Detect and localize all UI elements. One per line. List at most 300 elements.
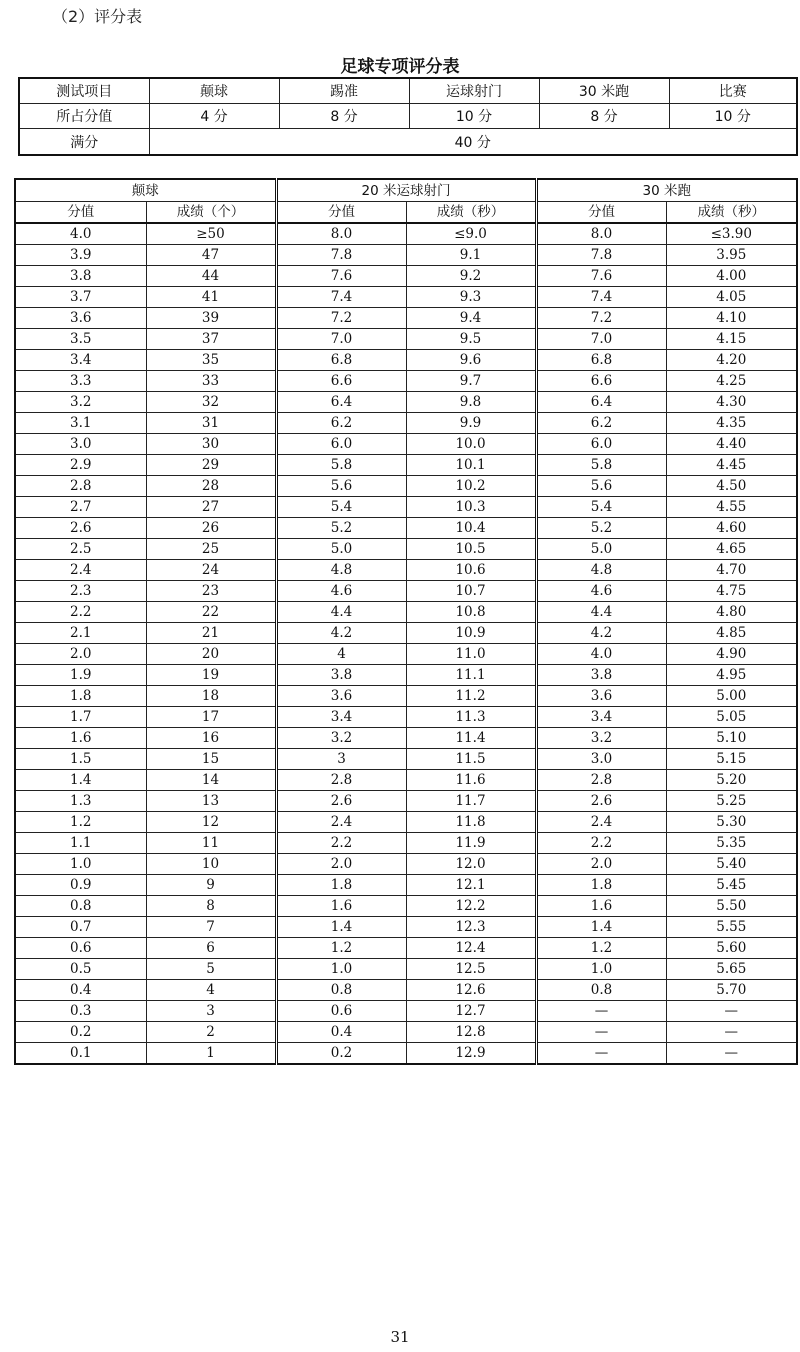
table-cell: 23 <box>146 581 276 602</box>
table-cell: 4 <box>276 644 406 665</box>
table-cell: 5.8 <box>276 455 406 476</box>
table-cell: 1.6 <box>15 728 146 749</box>
table-cell: 21 <box>146 623 276 644</box>
table-cell: 5.55 <box>666 917 797 938</box>
table-cell: 9.3 <box>406 287 536 308</box>
table-row <box>15 896 797 917</box>
table-cell: 3.2 <box>536 728 666 749</box>
table-cell: 0.4 <box>276 1022 406 1043</box>
item-cell: 比赛 <box>669 78 797 104</box>
item-cell: 30 米跑 <box>539 78 669 104</box>
table-cell: 6.8 <box>276 350 406 371</box>
table-cell: 7.4 <box>276 287 406 308</box>
section-heading: （2）评分表 <box>52 7 143 26</box>
table-cell: 4.0 <box>536 644 666 665</box>
table-cell: 3.6 <box>276 686 406 707</box>
item-cell: 踢准 <box>279 78 409 104</box>
table-cell: 4.85 <box>666 623 797 644</box>
table-row <box>15 518 797 539</box>
table-cell: 2.5 <box>15 539 146 560</box>
item-cell: 运球射门 <box>409 78 539 104</box>
table-cell: 2.8 <box>15 476 146 497</box>
table-cell: 6.4 <box>536 392 666 413</box>
table-cell: 32 <box>146 392 276 413</box>
table-row <box>15 602 797 623</box>
table-cell: 5.8 <box>536 455 666 476</box>
table-cell: ≤3.90 <box>666 223 797 245</box>
table-cell: 16 <box>146 728 276 749</box>
table-cell: 17 <box>146 707 276 728</box>
score-cell: 4 分 <box>149 104 279 129</box>
table-cell: 0.4 <box>15 980 146 1001</box>
subheader-cell: 分值 <box>276 202 406 224</box>
table-cell: 6.6 <box>276 371 406 392</box>
table-cell: 4.25 <box>666 371 797 392</box>
table-cell: 2.2 <box>276 833 406 854</box>
table-cell: 1.0 <box>15 854 146 875</box>
table-cell: 5.05 <box>666 707 797 728</box>
table-cell: 9.4 <box>406 308 536 329</box>
table-cell: 3.0 <box>536 749 666 770</box>
table-cell: 5 <box>146 959 276 980</box>
table-cell: 3.2 <box>276 728 406 749</box>
full-label: 满分 <box>19 129 149 156</box>
table-cell: 5.70 <box>666 980 797 1001</box>
table-cell: 5.4 <box>276 497 406 518</box>
table-cell: 31 <box>146 413 276 434</box>
table-cell: 9.9 <box>406 413 536 434</box>
table-cell: 5.4 <box>536 497 666 518</box>
subheader-row <box>15 202 797 224</box>
table-cell: 0.7 <box>15 917 146 938</box>
table-cell: 6.2 <box>536 413 666 434</box>
table-cell: 0.8 <box>15 896 146 917</box>
table-cell: 1.0 <box>536 959 666 980</box>
table-cell: 2 <box>146 1022 276 1043</box>
table-cell: 2.0 <box>536 854 666 875</box>
table-cell: 3.8 <box>276 665 406 686</box>
table-cell: 8.0 <box>536 223 666 245</box>
table-cell: 10.3 <box>406 497 536 518</box>
table-cell: 1.6 <box>536 896 666 917</box>
table-cell: 3.7 <box>15 287 146 308</box>
table-cell: 1.4 <box>536 917 666 938</box>
summary-table-title: 足球专项评分表 <box>340 57 460 77</box>
table-cell: 1 <box>146 1043 276 1065</box>
table-cell: 10 <box>146 854 276 875</box>
table-cell: 4.8 <box>536 560 666 581</box>
table-cell: 3.0 <box>15 434 146 455</box>
table-row <box>15 917 797 938</box>
table-cell: 7.2 <box>536 308 666 329</box>
table-cell: 2.6 <box>15 518 146 539</box>
table-cell: 4.65 <box>666 539 797 560</box>
table-cell: — <box>536 1022 666 1043</box>
table-cell: 11.3 <box>406 707 536 728</box>
score-cell: 8 分 <box>539 104 669 129</box>
table-cell: 2.8 <box>536 770 666 791</box>
table-cell: 13 <box>146 791 276 812</box>
table-cell: 2.4 <box>536 812 666 833</box>
table-row <box>15 392 797 413</box>
table-cell: 3.8 <box>15 266 146 287</box>
table-cell: 6.2 <box>276 413 406 434</box>
table-row <box>15 707 797 728</box>
table-cell: 1.6 <box>276 896 406 917</box>
summary-scores-row <box>19 104 797 129</box>
table-cell: 5.6 <box>276 476 406 497</box>
table-row <box>15 938 797 959</box>
table-cell: 4.05 <box>666 287 797 308</box>
table-cell: 3.9 <box>15 245 146 266</box>
group-header: 颠球 <box>15 179 276 202</box>
table-cell: ≤9.0 <box>406 223 536 245</box>
table-cell: 12.0 <box>406 854 536 875</box>
table-cell: 2.0 <box>276 854 406 875</box>
table-cell: 3.4 <box>276 707 406 728</box>
table-cell: 10.4 <box>406 518 536 539</box>
table-cell: 6.0 <box>276 434 406 455</box>
table-cell: 5.25 <box>666 791 797 812</box>
table-cell: 12.8 <box>406 1022 536 1043</box>
table-row <box>15 644 797 665</box>
table-cell: 10.1 <box>406 455 536 476</box>
table-row <box>15 875 797 896</box>
table-cell: 11.1 <box>406 665 536 686</box>
table-cell: 0.2 <box>276 1043 406 1065</box>
table-cell: 2.4 <box>15 560 146 581</box>
table-cell: 2.2 <box>536 833 666 854</box>
table-cell: — <box>536 1001 666 1022</box>
table-cell: 2.7 <box>15 497 146 518</box>
table-cell: 5.35 <box>666 833 797 854</box>
table-cell: 29 <box>146 455 276 476</box>
table-cell: 4.15 <box>666 329 797 350</box>
table-cell: 10.8 <box>406 602 536 623</box>
table-cell: 3.6 <box>536 686 666 707</box>
table-cell: 0.9 <box>15 875 146 896</box>
table-cell: 2.8 <box>276 770 406 791</box>
table-row <box>15 833 797 854</box>
score-cell: 10 分 <box>409 104 539 129</box>
table-cell: 4.00 <box>666 266 797 287</box>
table-cell: 4.75 <box>666 581 797 602</box>
table-cell: 10.5 <box>406 539 536 560</box>
table-cell: 11.8 <box>406 812 536 833</box>
table-cell: 5.6 <box>536 476 666 497</box>
table-cell: 2.9 <box>15 455 146 476</box>
group-header-row <box>15 179 797 202</box>
table-cell: 12.3 <box>406 917 536 938</box>
item-cell: 颠球 <box>149 78 279 104</box>
table-cell: 4.4 <box>536 602 666 623</box>
subheader-cell: 成绩（个） <box>146 202 276 224</box>
table-cell: 4.6 <box>536 581 666 602</box>
table-cell: 2.0 <box>15 644 146 665</box>
table-cell: 5.0 <box>536 539 666 560</box>
table-cell: 4.0 <box>15 223 146 245</box>
summary-full-row <box>19 129 797 156</box>
table-row <box>15 980 797 1001</box>
summary-table <box>18 77 798 156</box>
table-cell: 10.9 <box>406 623 536 644</box>
table-cell: 1.2 <box>15 812 146 833</box>
table-cell: 11.2 <box>406 686 536 707</box>
subheader-cell: 分值 <box>536 202 666 224</box>
table-row <box>15 434 797 455</box>
table-cell: 9.1 <box>406 245 536 266</box>
table-cell: 41 <box>146 287 276 308</box>
table-cell: 10.6 <box>406 560 536 581</box>
row-score-label: 所占分值 <box>19 104 149 129</box>
table-row <box>15 812 797 833</box>
table-row <box>15 728 797 749</box>
table-cell: 3.5 <box>15 329 146 350</box>
table-cell: 10.2 <box>406 476 536 497</box>
table-cell: 27 <box>146 497 276 518</box>
table-row <box>15 749 797 770</box>
table-row <box>15 791 797 812</box>
table-cell: 26 <box>146 518 276 539</box>
table-cell: 35 <box>146 350 276 371</box>
table-cell: 3.95 <box>666 245 797 266</box>
table-cell: 1.8 <box>15 686 146 707</box>
table-cell: 24 <box>146 560 276 581</box>
table-cell: 2.6 <box>276 791 406 812</box>
table-cell: 2.1 <box>15 623 146 644</box>
table-cell: 1.2 <box>536 938 666 959</box>
table-cell: 9.7 <box>406 371 536 392</box>
table-cell: 1.5 <box>15 749 146 770</box>
table-cell: 44 <box>146 266 276 287</box>
table-row <box>15 413 797 434</box>
table-cell: 9 <box>146 875 276 896</box>
table-cell: 14 <box>146 770 276 791</box>
table-row <box>15 1022 797 1043</box>
table-cell: ≥50 <box>146 223 276 245</box>
subheader-cell: 成绩（秒） <box>406 202 536 224</box>
table-row <box>15 223 797 245</box>
table-row <box>15 1001 797 1022</box>
table-cell: 4.2 <box>276 623 406 644</box>
table-cell: 4.55 <box>666 497 797 518</box>
table-cell: 3.1 <box>15 413 146 434</box>
table-row <box>15 266 797 287</box>
table-row <box>15 371 797 392</box>
table-row <box>15 959 797 980</box>
table-cell: 3.2 <box>15 392 146 413</box>
table-cell: 11.7 <box>406 791 536 812</box>
table-row <box>15 581 797 602</box>
subheader-cell: 分值 <box>15 202 146 224</box>
table-cell: 4.10 <box>666 308 797 329</box>
table-cell: 7.8 <box>276 245 406 266</box>
table-row <box>15 560 797 581</box>
table-cell: 4.80 <box>666 602 797 623</box>
table-cell: 7 <box>146 917 276 938</box>
table-cell: 6 <box>146 938 276 959</box>
table-cell: 3.8 <box>536 665 666 686</box>
table-cell: 9.2 <box>406 266 536 287</box>
table-cell: 12 <box>146 812 276 833</box>
table-cell: 9.6 <box>406 350 536 371</box>
table-cell: 9.8 <box>406 392 536 413</box>
table-cell: 0.6 <box>276 1001 406 1022</box>
table-cell: 18 <box>146 686 276 707</box>
table-cell: 4.50 <box>666 476 797 497</box>
table-cell: 12.9 <box>406 1043 536 1065</box>
table-cell: 7.8 <box>536 245 666 266</box>
table-cell: 5.0 <box>276 539 406 560</box>
table-cell: 4.30 <box>666 392 797 413</box>
table-cell: 3 <box>146 1001 276 1022</box>
group-header: 20 米运球射门 <box>276 179 536 202</box>
table-cell: 4.70 <box>666 560 797 581</box>
table-cell: 4.2 <box>536 623 666 644</box>
table-cell: 3.4 <box>536 707 666 728</box>
table-cell: 5.50 <box>666 896 797 917</box>
table-row <box>15 287 797 308</box>
table-row <box>15 497 797 518</box>
table-cell: 0.8 <box>276 980 406 1001</box>
table-cell: 5.15 <box>666 749 797 770</box>
table-row <box>15 455 797 476</box>
table-cell: 5.60 <box>666 938 797 959</box>
table-cell: 19 <box>146 665 276 686</box>
page-number: 31 <box>390 1328 410 1346</box>
table-row <box>15 1043 797 1065</box>
table-cell: 7.0 <box>536 329 666 350</box>
table-cell: 7.0 <box>276 329 406 350</box>
table-cell: 1.7 <box>15 707 146 728</box>
table-row <box>15 308 797 329</box>
table-cell: 4.4 <box>276 602 406 623</box>
table-cell: 5.2 <box>536 518 666 539</box>
table-cell: 2.2 <box>15 602 146 623</box>
table-cell: 0.8 <box>536 980 666 1001</box>
table-cell: 0.3 <box>15 1001 146 1022</box>
table-cell: 12.6 <box>406 980 536 1001</box>
table-cell: 28 <box>146 476 276 497</box>
full-value: 40 分 <box>149 129 797 156</box>
table-cell: 4.40 <box>666 434 797 455</box>
table-cell: 11.4 <box>406 728 536 749</box>
table-cell: 33 <box>146 371 276 392</box>
table-cell: 0.2 <box>15 1022 146 1043</box>
subheader-cell: 成绩（秒） <box>666 202 797 224</box>
table-cell: 12.4 <box>406 938 536 959</box>
table-cell: 3 <box>276 749 406 770</box>
table-cell: 3.3 <box>15 371 146 392</box>
table-cell: 11.9 <box>406 833 536 854</box>
table-cell: 6.8 <box>536 350 666 371</box>
table-cell: 12.7 <box>406 1001 536 1022</box>
table-cell: 39 <box>146 308 276 329</box>
table-cell: 12.5 <box>406 959 536 980</box>
table-cell: 0.1 <box>15 1043 146 1065</box>
table-cell: 4.95 <box>666 665 797 686</box>
table-row <box>15 854 797 875</box>
table-cell: 11.5 <box>406 749 536 770</box>
table-cell: 4.6 <box>276 581 406 602</box>
table-cell: 0.6 <box>15 938 146 959</box>
table-cell: 6.4 <box>276 392 406 413</box>
table-cell: 1.4 <box>276 917 406 938</box>
table-row <box>15 623 797 644</box>
table-cell: — <box>666 1043 797 1065</box>
table-cell: 1.3 <box>15 791 146 812</box>
table-row <box>15 476 797 497</box>
table-cell: 1.8 <box>276 875 406 896</box>
table-cell: 9.5 <box>406 329 536 350</box>
table-cell: — <box>536 1043 666 1065</box>
table-row <box>15 329 797 350</box>
table-cell: 4.45 <box>666 455 797 476</box>
table-cell: 25 <box>146 539 276 560</box>
table-cell: 1.0 <box>276 959 406 980</box>
table-cell: 4.8 <box>276 560 406 581</box>
table-cell: 1.9 <box>15 665 146 686</box>
table-cell: 1.1 <box>15 833 146 854</box>
table-cell: 5.2 <box>276 518 406 539</box>
table-cell: 4.35 <box>666 413 797 434</box>
table-cell: 7.6 <box>536 266 666 287</box>
table-cell: 10.0 <box>406 434 536 455</box>
table-cell: 12.1 <box>406 875 536 896</box>
table-cell: 10.7 <box>406 581 536 602</box>
table-cell: 2.3 <box>15 581 146 602</box>
summary-items-row <box>19 78 797 104</box>
table-cell: 7.2 <box>276 308 406 329</box>
table-cell: 0.5 <box>15 959 146 980</box>
table-cell: 8.0 <box>276 223 406 245</box>
table-cell: 4.90 <box>666 644 797 665</box>
table-cell: 11.0 <box>406 644 536 665</box>
table-cell: 6.0 <box>536 434 666 455</box>
table-cell: 2.4 <box>276 812 406 833</box>
row-item-label: 测试项目 <box>19 78 149 104</box>
table-cell: 11 <box>146 833 276 854</box>
table-cell: 4.60 <box>666 518 797 539</box>
group-header: 30 米跑 <box>536 179 797 202</box>
table-cell: 5.20 <box>666 770 797 791</box>
score-cell: 8 分 <box>279 104 409 129</box>
score-cell: 10 分 <box>669 104 797 129</box>
table-cell: 1.8 <box>536 875 666 896</box>
table-cell: 30 <box>146 434 276 455</box>
table-row <box>15 245 797 266</box>
table-cell: 47 <box>146 245 276 266</box>
table-cell: 5.65 <box>666 959 797 980</box>
table-cell: 8 <box>146 896 276 917</box>
table-cell: 4.20 <box>666 350 797 371</box>
table-row <box>15 665 797 686</box>
table-cell: 2.6 <box>536 791 666 812</box>
table-cell: 1.2 <box>276 938 406 959</box>
table-cell: 5.00 <box>666 686 797 707</box>
table-cell: 12.2 <box>406 896 536 917</box>
table-cell: 22 <box>146 602 276 623</box>
score-detail-table <box>14 178 798 1065</box>
table-cell: 15 <box>146 749 276 770</box>
table-row <box>15 350 797 371</box>
table-cell: 3.4 <box>15 350 146 371</box>
table-cell: 3.6 <box>15 308 146 329</box>
table-cell: 1.4 <box>15 770 146 791</box>
table-row <box>15 539 797 560</box>
table-cell: — <box>666 1022 797 1043</box>
table-cell: — <box>666 1001 797 1022</box>
